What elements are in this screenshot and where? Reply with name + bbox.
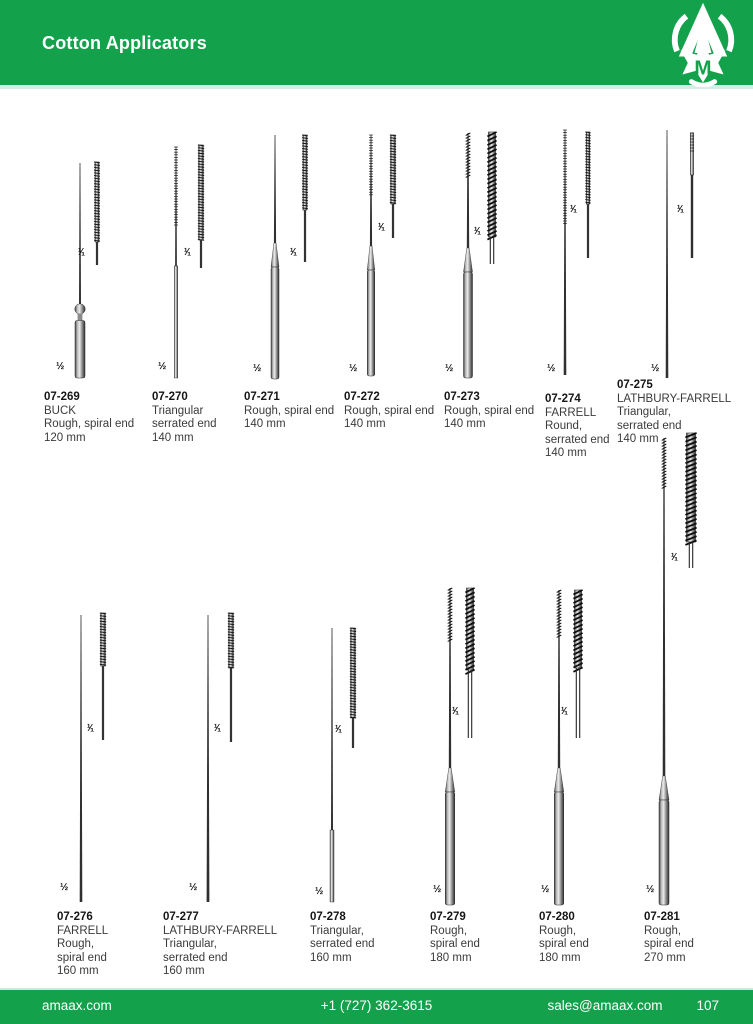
instrument-07-281 [659,433,697,905]
product-description-line: Rough, spiral end [44,418,135,431]
instrument-07-279 [445,588,474,905]
product-code: 07-281 [644,911,680,923]
scale-full-label: ¹⁄₁ [452,706,459,717]
instrument-tip-detail-view [690,133,694,258]
product-code: 07-274 [545,393,581,405]
instrument-07-278 [330,628,356,902]
instrument-tip-detail-view [685,433,696,568]
instrument-tip-detail-view [198,145,204,268]
instrument-main-view [174,147,178,378]
scale-half-label: ½ [651,363,659,374]
scale-half-label: ½ [189,882,197,893]
instrument-tip-detail-view [573,590,582,738]
instrument-07-269 [75,162,100,378]
product-code: 07-269 [44,391,80,403]
scale-full-label: ¹⁄₁ [570,204,577,215]
scale-half-label: ½ [56,361,64,372]
product-description-line: 140 mm [244,418,286,431]
product-description-line: 140 mm [444,418,486,431]
product-code: 07-275 [617,379,653,391]
instrument-tip-detail-view [94,162,100,265]
product-code: 07-270 [152,391,188,403]
product-label-07-278 [310,911,442,965]
instrument-tip-detail-view [390,135,396,238]
instrument-main-view [554,590,564,905]
product-description-line: spiral end [430,938,480,951]
product-description-line: LATHBURY-FARRELL [617,392,732,405]
footer-email: sales@amaax.com [547,998,663,1013]
scale-full-label: ¹⁄₁ [378,222,385,233]
scale-full-label: ¹⁄₁ [290,247,297,258]
instrument-tip-detail-view [585,132,590,258]
instrument-tip-detail-view [302,135,308,262]
product-code: 07-276 [57,911,93,923]
scale-full-label: ¹⁄₁ [87,723,94,734]
product-description-line: serrated end [545,433,610,446]
product-description-line: 140 mm [344,418,386,431]
instrument-07-270 [174,145,204,378]
product-description-line: Rough, spiral end [244,404,335,417]
product-description-line: Rough, [644,924,682,937]
product-description-line: BUCK [44,404,76,417]
product-description-line: Round, [545,420,583,433]
product-description-line: serrated end [617,419,682,432]
product-label-07-281 [644,911,753,965]
scale-half-label: ½ [433,884,441,895]
product-description-line: 160 mm [310,951,352,964]
instrument-07-277 [207,613,235,902]
product-description-line: 140 mm [152,431,194,444]
footer-phone: +1 (727) 362-3615 [320,998,433,1013]
instrument-main-view [563,130,567,375]
footer-page-number: 107 [696,998,719,1013]
product-code: 07-279 [430,911,466,923]
product-description-line: spiral end [539,938,589,951]
instrument-07-275 [666,130,694,378]
product-description-line: Triangular, [163,938,217,951]
product-description-line: 120 mm [44,431,86,444]
scale-half-label: ½ [253,363,261,374]
scale-full-label: ¹⁄₁ [184,247,191,258]
scale-half-label: ½ [315,886,323,897]
scale-full-label: ¹⁄₁ [335,724,342,735]
product-description-line: 140 mm [545,447,587,460]
svg-text:M: M [694,56,712,80]
product-code: 07-277 [163,911,199,923]
instrument-main-view [659,438,669,905]
instrument-07-272 [367,135,396,376]
page-title: Cotton Applicators [42,33,207,53]
product-description-line: serrated end [163,951,228,964]
product-description-line: 180 mm [430,951,472,964]
scale-half-label: ½ [349,363,357,374]
product-description-line: 270 mm [644,951,686,964]
product-description-line: Rough, [57,938,95,951]
instrument-tip-detail-view [465,588,474,738]
product-description-line: 140 mm [617,433,659,446]
scale-full-label: ¹⁄₁ [671,552,678,563]
scale-full-label: ¹⁄₁ [78,247,85,258]
product-description-line: 180 mm [539,951,581,964]
instrument-main-view [330,628,334,902]
product-description-line: 160 mm [163,965,205,978]
product-label-07-275 [617,379,749,447]
footer-website: amaax.com [42,998,112,1013]
product-description-line: FARRELL [545,406,597,419]
scale-full-label: ¹⁄₁ [214,723,221,734]
product-code: 07-278 [310,911,346,923]
instrument-main-view [367,135,375,376]
scale-half-label: ½ [547,363,555,374]
instrument-main-view [207,615,210,902]
instrument-tip-detail-view [350,628,356,748]
instrument-main-view [271,135,279,379]
instrument-main-view [666,130,669,378]
scale-half-label: ½ [60,882,68,893]
product-description-line: spiral end [57,951,107,964]
instrument-main-view [80,615,83,902]
product-description-line: FARRELL [57,924,109,937]
scale-half-label: ½ [445,363,453,374]
instrument-tip-detail-view [100,613,106,740]
instrument-tip-detail-view [228,613,234,742]
product-description-line: Rough, [430,924,468,937]
scale-half-label: ½ [158,361,166,372]
product-label-07-277 [163,911,295,979]
product-description-line: Rough, [539,924,577,937]
instrument-07-280 [554,590,582,905]
page-footer [0,988,753,1024]
instrument-tip-detail-view [487,132,496,264]
product-description-line: spiral end [644,938,694,951]
product-code: 07-272 [344,391,380,403]
product-description-line: 160 mm [57,965,99,978]
product-description-line: Triangular [152,404,204,417]
instrument-07-274 [563,130,591,375]
product-description-line: Triangular, [617,406,671,419]
product-description-line: serrated end [310,938,375,951]
instrument-main-view [445,588,455,905]
product-code: 07-280 [539,911,575,923]
scale-half-label: ½ [646,884,654,895]
scale-full-label: ¹⁄₁ [677,204,684,215]
scale-full-label: ¹⁄₁ [474,226,481,237]
scale-half-label: ½ [541,884,549,895]
product-description-line: serrated end [152,418,217,431]
instrument-07-273 [464,132,497,378]
product-code: 07-271 [244,391,280,403]
product-description-line: Triangular, [310,924,364,937]
instrument-main-view [464,133,473,378]
instrument-07-276 [80,613,106,902]
instrument-main-view [75,163,85,378]
product-description-line: Rough, spiral end [444,404,535,417]
product-code: 07-273 [444,391,480,403]
scale-full-label: ¹⁄₁ [561,706,568,717]
product-description-line: LATHBURY-FARRELL [163,924,278,937]
product-description-line: Rough, spiral end [344,404,435,417]
